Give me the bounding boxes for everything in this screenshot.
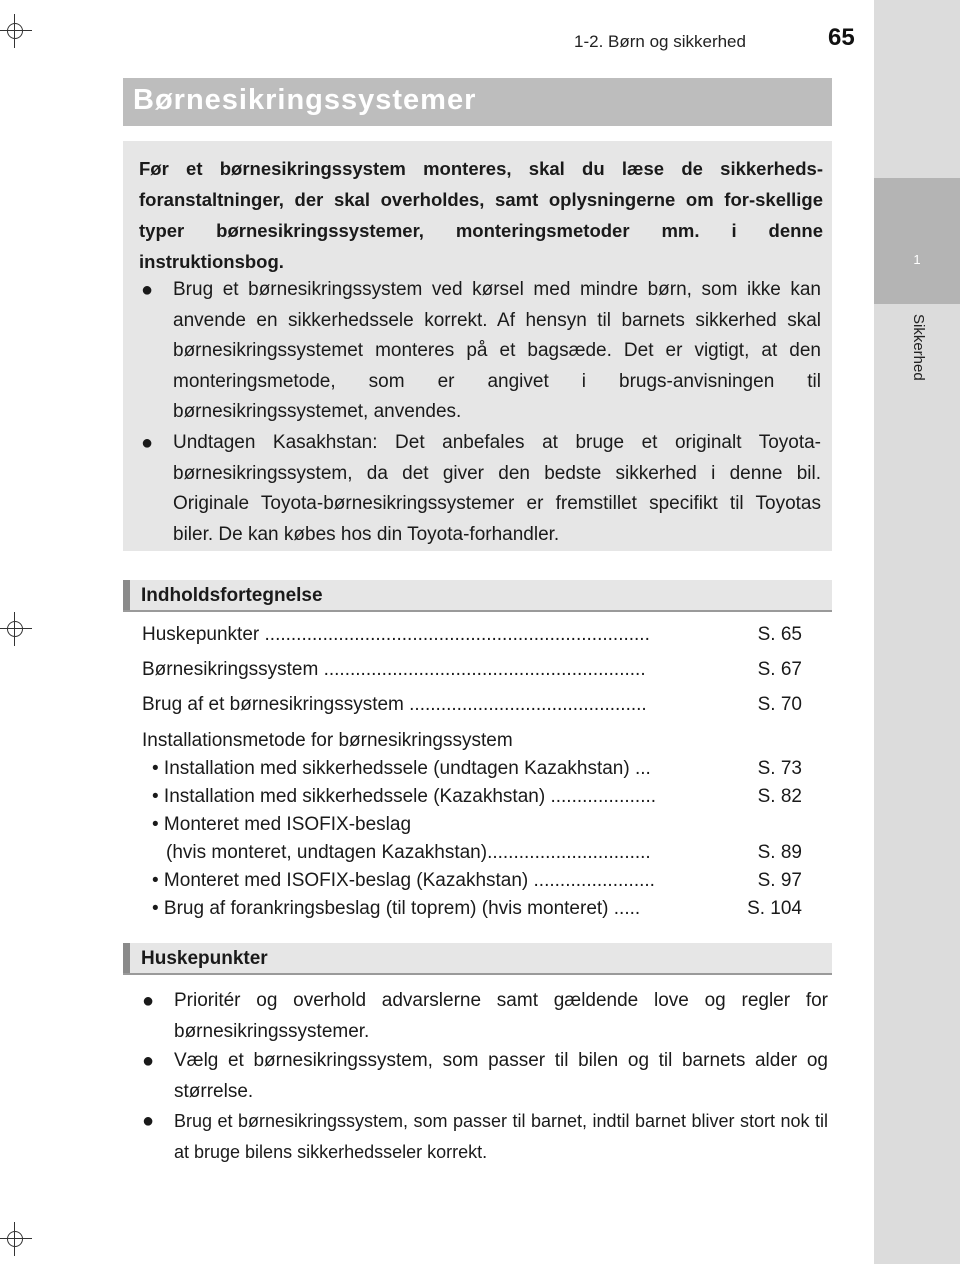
crop-mark-mid-left	[0, 612, 32, 646]
bullet-icon: ●	[142, 990, 155, 1012]
intro-bold-text: Før et børnesikringssystem monteres, skal du læse de sikkerheds-foranstaltninger, der skal overholdes, samt oplysningerne om for-skellige typer børnesikringssystemer, monteringsmetoder mm. i denne instruktionsbog.	[139, 158, 823, 272]
notes-bullet-3	[142, 1106, 828, 1167]
intro-bullet-2-text: Undtagen Kasakhstan: Det anbefales at bruge et originalt Toyota-børnesikringssystem, da det giver den bedste sikkerhed i denne bil. Originale Toyota-børnesikringssystemer er fremstillet specifikt til Toyotas biler. De kan købes hos din Toyota-forhandler.	[173, 432, 821, 545]
side-tab-label: Sikkerhed	[910, 314, 927, 381]
page-number: 65	[828, 24, 855, 51]
notes-bullet-1-text: Prioritér og overhold advarslerne samt gældende love og regler for børnesikringssystemer.	[174, 990, 828, 1042]
intro-bullet-1-text: Brug et børnesikringssystem ved kørsel med mindre børn, som ikke kan anvende en sikkerhedssele korrekt. Af hensyn til barnets sikkerhed skal børnesikringssystemet monteres på et bagsæde. Det er vigtigt, at den monteringsmetode, som er angivet i brugs-anvisningen til børnesikringssystemet, anvendes.	[173, 279, 821, 422]
section-name: 1-2. Børn og sikkerhed	[574, 32, 746, 51]
page-title-bar	[123, 78, 832, 126]
page-header	[0, 24, 874, 54]
notes-bullet-1	[142, 986, 828, 1047]
side-tab-active	[874, 178, 960, 304]
page-title: Børnesikringssystemer	[133, 84, 477, 116]
side-thumb-index	[874, 0, 960, 1264]
notes-heading: Huskepunkter	[141, 948, 268, 969]
notes-bullet-2-text: Vælg et børnesikringssystem, som passer til bilen og til barnets alder og størrelse.	[174, 1050, 828, 1102]
intro-bullet-1	[141, 275, 821, 428]
intro-bullet-2	[141, 428, 821, 550]
notes-bullet-3-text: Brug et børnesikringssystem, som passer til barnet, indtil barnet bliver stort nok til at bruge bilens sikkerhedsseler korrekt.	[174, 1111, 828, 1162]
bullet-icon: ●	[142, 1110, 155, 1132]
toc-heading: Indholdsfortegnelse	[141, 585, 323, 606]
side-tab-number: 1	[913, 252, 921, 267]
notes-bullet-2	[142, 1046, 828, 1107]
bullet-icon: ●	[142, 1050, 155, 1072]
crop-mark-bottom-left	[0, 1222, 32, 1256]
toc-heading-bar	[123, 580, 832, 612]
bullet-icon: ●	[141, 432, 154, 454]
notes-heading-bar	[123, 943, 832, 975]
bullet-icon: ●	[141, 279, 154, 301]
intro-box	[123, 141, 832, 551]
